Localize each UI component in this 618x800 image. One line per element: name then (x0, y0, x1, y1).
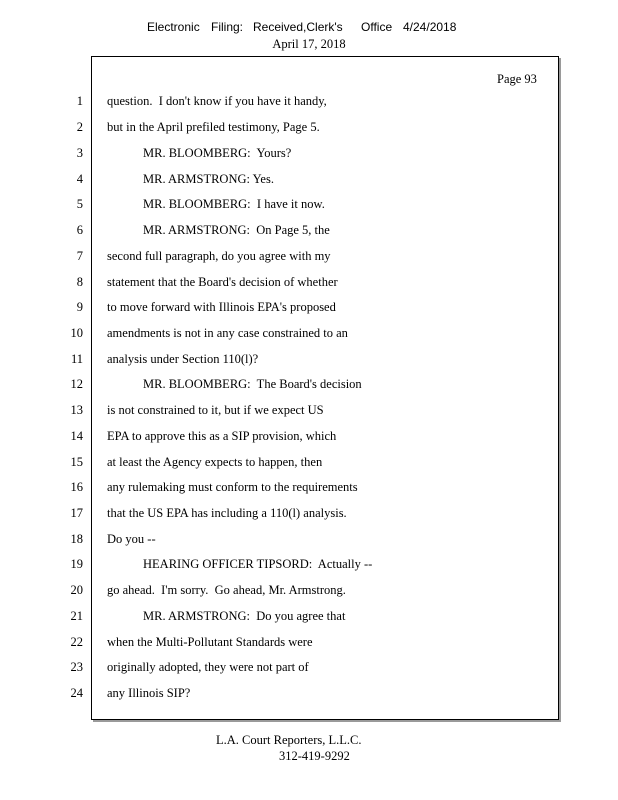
line-number: 11 (70, 352, 83, 366)
transcript-line (0, 557, 618, 575)
line-number: 19 (70, 557, 83, 571)
line-text: MR. ARMSTRONG: Do you agree that (143, 609, 346, 623)
line-text: to move forward with Illinois EPA's proposed (107, 300, 336, 314)
line-number: 24 (70, 686, 83, 700)
transcript-line (0, 686, 618, 704)
transcript-line (0, 146, 618, 164)
transcript-line (0, 403, 618, 421)
transcript-line (0, 609, 618, 627)
transcript-line (0, 660, 618, 678)
transcript-line (0, 455, 618, 473)
line-text: go ahead. I'm sorry. Go ahead, Mr. Armstrong. (107, 583, 346, 597)
line-text: but in the April prefiled testimony, Page 5. (107, 120, 320, 134)
line-number: 1 (76, 94, 83, 108)
phone-number: 312-419-9292 (279, 749, 350, 763)
line-text: HEARING OFFICER TIPSORD: Actually -- (143, 557, 373, 571)
hearing-date: April 17, 2018 (272, 37, 346, 51)
line-number: 14 (70, 429, 83, 443)
line-text: Do you -- (107, 532, 156, 546)
transcript-line (0, 197, 618, 215)
transcript-line (0, 429, 618, 447)
line-text: that the US EPA has including a 110(l) analysis. (107, 506, 347, 520)
transcript-line (0, 480, 618, 498)
line-number: 5 (76, 197, 83, 211)
page-number: Page 93 (497, 72, 537, 86)
line-text: originally adopted, they were not part of (107, 660, 309, 674)
transcript-line (0, 352, 618, 370)
line-text: when the Multi-Pollutant Standards were (107, 635, 313, 649)
line-number: 3 (76, 146, 83, 160)
line-text: statement that the Board's decision of whether (107, 275, 338, 289)
stamp-date: 4/24/2018 (403, 20, 457, 34)
line-text: second full paragraph, do you agree with my (107, 249, 331, 263)
transcript-line (0, 377, 618, 395)
line-text: at least the Agency expects to happen, then (107, 455, 323, 469)
line-text: question. I don't know if you have it handy, (107, 94, 327, 108)
line-text: MR. BLOOMBERG: I have it now. (143, 197, 325, 211)
line-number: 16 (70, 480, 83, 494)
transcript-line (0, 326, 618, 344)
line-number: 17 (70, 506, 83, 520)
transcript-line (0, 506, 618, 524)
line-number: 23 (70, 660, 83, 674)
company-name: L.A. Court Reporters, L.L.C. (216, 733, 362, 747)
line-number: 22 (70, 635, 83, 649)
line-text: analysis under Section 110(l)? (107, 352, 259, 366)
transcript-line (0, 275, 618, 293)
transcript-line (0, 300, 618, 318)
line-number: 4 (76, 172, 83, 186)
stamp-word: Electronic (147, 20, 200, 34)
transcript-line (0, 172, 618, 190)
transcript-line (0, 532, 618, 550)
line-text: amendments is not in any case constrained to an (107, 326, 348, 340)
transcript-line (0, 120, 618, 138)
line-number: 12 (70, 377, 83, 391)
transcript-line (0, 583, 618, 601)
line-number: 20 (70, 583, 83, 597)
line-text: MR. BLOOMBERG: Yours? (143, 146, 292, 160)
line-number: 2 (76, 120, 83, 134)
line-number: 8 (76, 275, 83, 289)
line-number: 21 (70, 609, 83, 623)
line-number: 9 (76, 300, 83, 314)
line-number: 10 (70, 326, 83, 340)
transcript-line (0, 94, 618, 112)
line-text: any Illinois SIP? (107, 686, 191, 700)
stamp-word: Office (361, 20, 393, 34)
filing-stamp (0, 20, 618, 36)
transcript-line (0, 635, 618, 653)
line-text: MR. ARMSTRONG: On Page 5, the (143, 223, 330, 237)
line-number: 18 (70, 532, 83, 546)
line-text: MR. BLOOMBERG: The Board's decision (143, 377, 362, 391)
stamp-word: Received,Clerk's (253, 20, 343, 34)
line-number: 15 (70, 455, 83, 469)
line-number: 6 (76, 223, 83, 237)
line-number: 7 (76, 249, 83, 263)
line-text: is not constrained to it, but if we expect US (107, 403, 324, 417)
line-number: 13 (70, 403, 83, 417)
line-text: MR. ARMSTRONG: Yes. (143, 172, 274, 186)
transcript-line (0, 223, 618, 241)
line-text: EPA to approve this as a SIP provision, which (107, 429, 337, 443)
line-text: any rulemaking must conform to the requirements (107, 480, 358, 494)
transcript-line (0, 249, 618, 267)
stamp-word: Filing: (211, 20, 244, 34)
